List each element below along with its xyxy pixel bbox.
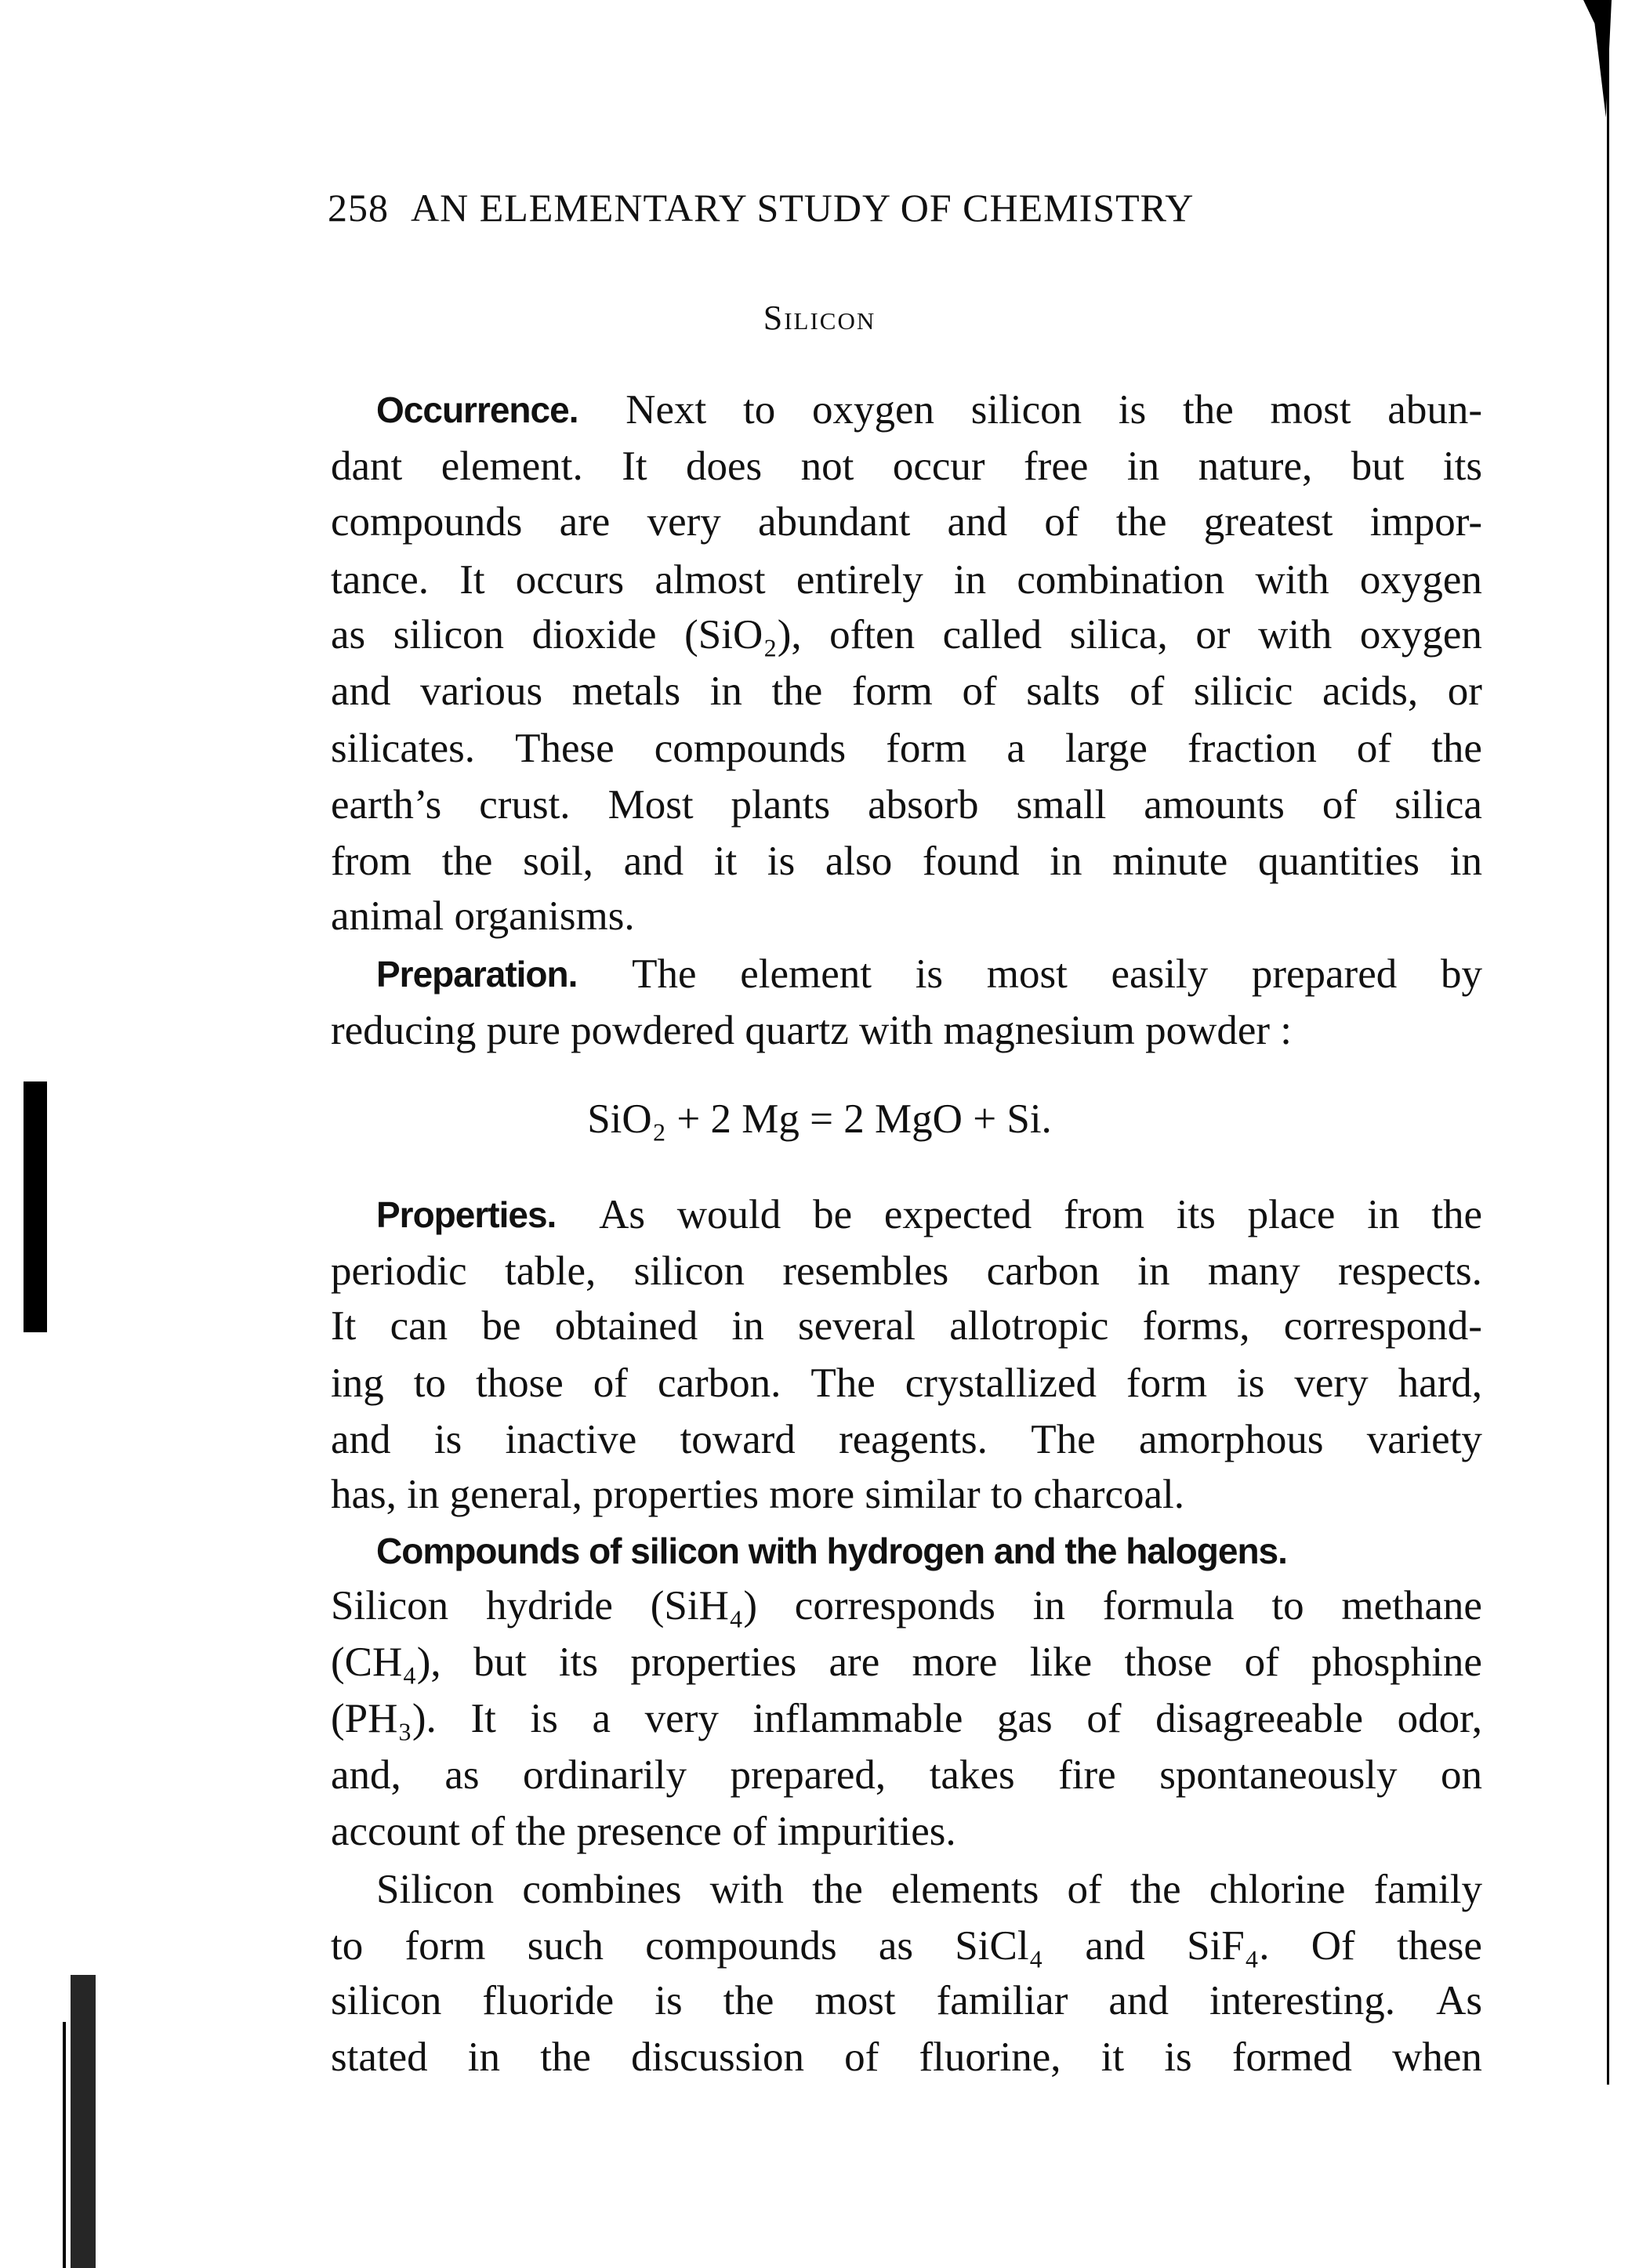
text-line: Properties. As would be expected from its place in the — [331, 1187, 1482, 1243]
text-line: (PH₃). It is a very inflammable gas of disagreeable odor, — [331, 1696, 1482, 1741]
scan-binding-mark — [24, 1081, 47, 1332]
text-line: It can be obtained in several allotropic forms, correspond- — [331, 1303, 1482, 1349]
text-line: Silicon combines with the elements of the chlorine family — [376, 1867, 1482, 1912]
text-line: and is inactive toward reagents. The amorphous variety — [331, 1417, 1482, 1462]
paragraph-heading: Occurrence. — [376, 389, 578, 430]
text-line — [331, 1523, 1482, 1579]
text-line — [331, 1803, 1482, 1860]
line-text: account of the presence of impurities. — [331, 1809, 956, 1854]
running-header — [328, 185, 1194, 230]
line-text: has, in general, properties more similar to charcoal. — [331, 1472, 1185, 1517]
line-text: reducing pure powdered quartz with magnesium powder : — [331, 1008, 1292, 1053]
text-line: periodic table, silicon resembles carbon in many respects. — [331, 1248, 1482, 1294]
scan-binding-mark — [63, 2022, 66, 2268]
text-line — [331, 888, 1482, 944]
text-line: (CH₄), but its properties are more like those of phosphine — [331, 1639, 1482, 1685]
text-line: tance. It occurs almost entirely in combination with oxygen — [331, 557, 1482, 603]
text-line: silicates. These compounds form a large fraction of the — [331, 726, 1482, 771]
text-line: to form such compounds as SiCl₄ and SiF₄. Of these — [331, 1923, 1482, 1969]
text-line: Silicon hydride (SiH₄) corresponds in formula to methane — [331, 1583, 1482, 1629]
text-line: from the soil, and it is also found in minute quantities in — [331, 839, 1482, 884]
text-line: and, as ordinarily prepared, takes fire spontaneously on — [331, 1752, 1482, 1798]
text-line: ing to those of carbon. The crystallized form is very hard, — [331, 1360, 1482, 1406]
section-title: Silicon — [763, 299, 876, 337]
text-line — [331, 1466, 1482, 1523]
paragraph-heading: Properties. — [376, 1194, 557, 1235]
text-line: and various metals in the form of salts of silicic acids, or — [331, 668, 1482, 714]
text-line: silicon fluoride is the most familiar and interesting. As — [331, 1978, 1482, 2023]
paragraph-heading: Preparation. — [376, 954, 578, 995]
chemical-equation: SiO₂ + 2 Mg = 2 MgO + Si. — [587, 1096, 1052, 1142]
text-line: earth’s crust. Most plants absorb small amounts of silica — [331, 782, 1482, 828]
text-line: Occurrence. Next to oxygen silicon is the most abun- — [331, 382, 1482, 438]
page-number: 258 — [328, 186, 389, 230]
scan-edge-line — [1607, 31, 1609, 2085]
text-line: compounds are very abundant and of the greatest impor- — [331, 499, 1482, 545]
line-text: animal organisms. — [331, 893, 635, 939]
text-line: stated in the discussion of fluorine, it is formed when — [331, 2034, 1482, 2080]
text-line: Preparation. The element is most easily prepared by — [331, 946, 1482, 1002]
text-line: as silicon dioxide (SiO₂), often called silica, or with oxygen — [331, 612, 1482, 658]
text-line: dant element. It does not occur free in nature, but its — [331, 444, 1482, 489]
running-title: AN ELEMENTARY STUDY OF CHEMISTRY — [411, 186, 1195, 230]
scan-binding-mark — [71, 1975, 96, 2268]
text-line — [331, 1002, 1482, 1059]
paragraph-heading: Compounds of silicon with hydrogen and the halogens. — [376, 1531, 1287, 1571]
